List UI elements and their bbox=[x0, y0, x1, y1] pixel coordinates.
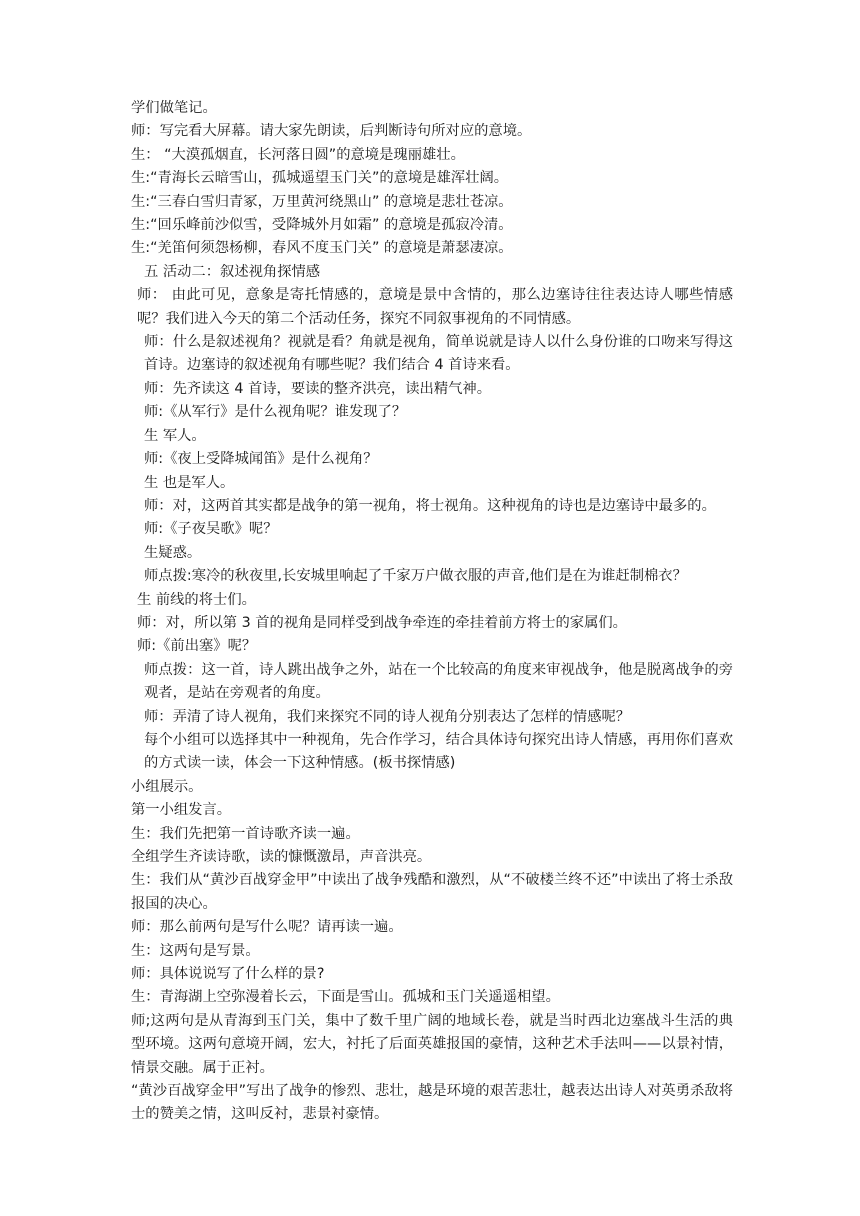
paragraph: 师点拨：这一首，诗人跳出战争之外，站在一个比较高的角度来审视战争，他是脱离战争的旁观者，是站在旁观者的角度。 bbox=[144, 661, 733, 702]
text-line: 小组展示。 bbox=[131, 778, 203, 795]
text-line: 师：那么前两句是写什么呢？请再读一遍。 bbox=[131, 919, 403, 936]
text-line: 生 前线的将士们。 bbox=[137, 591, 256, 608]
document-body bbox=[131, 97, 733, 1127]
text-line: 师:《从军行》是什么视角呢？谁发现了？ bbox=[144, 404, 407, 421]
text-line: 师：先齐读这 4 首诗，要读的整齐洪亮，读出精气神。 bbox=[144, 380, 492, 397]
text-line: 生:“三春白雪归青冢，万里黄河绕黑山” 的意境是悲壮苍凉。 bbox=[131, 193, 513, 210]
paragraph: “黄沙百战穿金甲”写出了战争的惨烈、悲壮，越是环境的艰苦悲壮，越表达出诗人对英勇杀敌将士的赞美之情，这叫反衬，悲景衬豪情。 bbox=[131, 1083, 733, 1123]
text-line: 生：我们先把第一首诗歌齐读一遍。 bbox=[131, 825, 360, 842]
paragraph: 师： 由此可见，意象是寄托情感的，意境是景中含情的，那么边塞诗往往表达诗人哪些情感呢？我们进入今天的第二个活动任务，探究不同叙事视角的不同情感。 bbox=[137, 287, 733, 327]
text-line: 生：青海湖上空弥漫着长云，下面是雪山。孤城和玉门关遥遥相望。 bbox=[131, 989, 560, 1006]
text-line: 生 军人。 bbox=[144, 427, 206, 444]
text-line: 生： “大漠孤烟直，长河落日圆”的意境是瑰丽雄壮。 bbox=[131, 146, 465, 163]
text-line: 师：写完看大屏幕。请大家先朗读，后判断诗句所对应的意境。 bbox=[131, 123, 532, 140]
paragraph: 师;这两句是从青海到玉门关，集中了数千里广阔的地域长卷，就是当时西北边塞战斗生活的典型环境。这两句意境开阔，宏大，衬托了后面英雄报国的豪情，这种艺术手法叫——以景衬情，情景交融。属于正衬。 bbox=[131, 1012, 733, 1076]
text-line: 师：具体说说写了什么样的景? bbox=[131, 966, 325, 983]
text-line: 师:《子夜吴歌》呢？ bbox=[144, 521, 278, 538]
text-line: 学们做笔记。 bbox=[131, 100, 217, 116]
paragraph: 师：什么是叙述视角？视就是看？角就是视角，简单说就是诗人以什么身份谁的口吻来写得这首诗。边塞诗的叙述视角有哪些呢？我们结合 4 首诗来看。 bbox=[144, 334, 733, 374]
text-line: 生：这两句是写景。 bbox=[131, 942, 260, 959]
text-line: 师：对，这两首其实都是战争的第一视角，将士视角。这种视角的诗也是边塞诗中最多的。 bbox=[144, 497, 716, 514]
text-line: 师点拨:寒冷的秋夜里,长安城里响起了千家万户做衣服的声音,他们是在为谁赶制棉衣？ bbox=[144, 568, 687, 585]
text-line: 师：对，所以第 3 首的视角是同样受到战争牵连的牵挂着前方将士的家属们。 bbox=[137, 614, 627, 631]
text-line: 生:“青海长云暗雪山，孤城遥望玉门关”的意境是雄浑壮阔。 bbox=[131, 170, 509, 187]
text-line: 师:《前出塞》呢？ bbox=[137, 638, 257, 655]
text-line: 生 也是军人。 bbox=[144, 474, 235, 491]
paragraph: 每个小组可以选择其中一种视角，先合作学习，结合具体诗句探究出诗人情感，再用你们喜欢的方式读一读，体会一下这种情感。(板书探情感) bbox=[144, 731, 733, 772]
text-line: 师：弄清了诗人视角，我们来探究不同的诗人视角分别表达了怎样的情感呢？ bbox=[144, 708, 631, 725]
text-line: 生:“羌笛何须怨杨柳，春风不度玉门关” 的意境是萧瑟凄凉。 bbox=[131, 240, 513, 257]
text-line: 第一小组发言。 bbox=[131, 802, 232, 819]
text-line: 师:《夜上受降城闻笛》是什么视角？ bbox=[144, 451, 378, 468]
text-line: 生疑惑。 bbox=[144, 544, 202, 561]
text-line: 生:“回乐峰前沙似雪，受降城外月如霜” 的意境是孤寂冷清。 bbox=[131, 217, 513, 234]
paragraph: 生：我们从“黄沙百战穿金甲”中读出了战争残酷和激烈，从“不破楼兰终不还”中读出了将士杀敌报国的决心。 bbox=[131, 872, 733, 912]
section-heading: 五 活动二：叙述视角探情感 bbox=[144, 263, 321, 280]
text-line: 全组学生齐读诗歌，读的慷慨激昂，声音洪亮。 bbox=[131, 849, 432, 865]
